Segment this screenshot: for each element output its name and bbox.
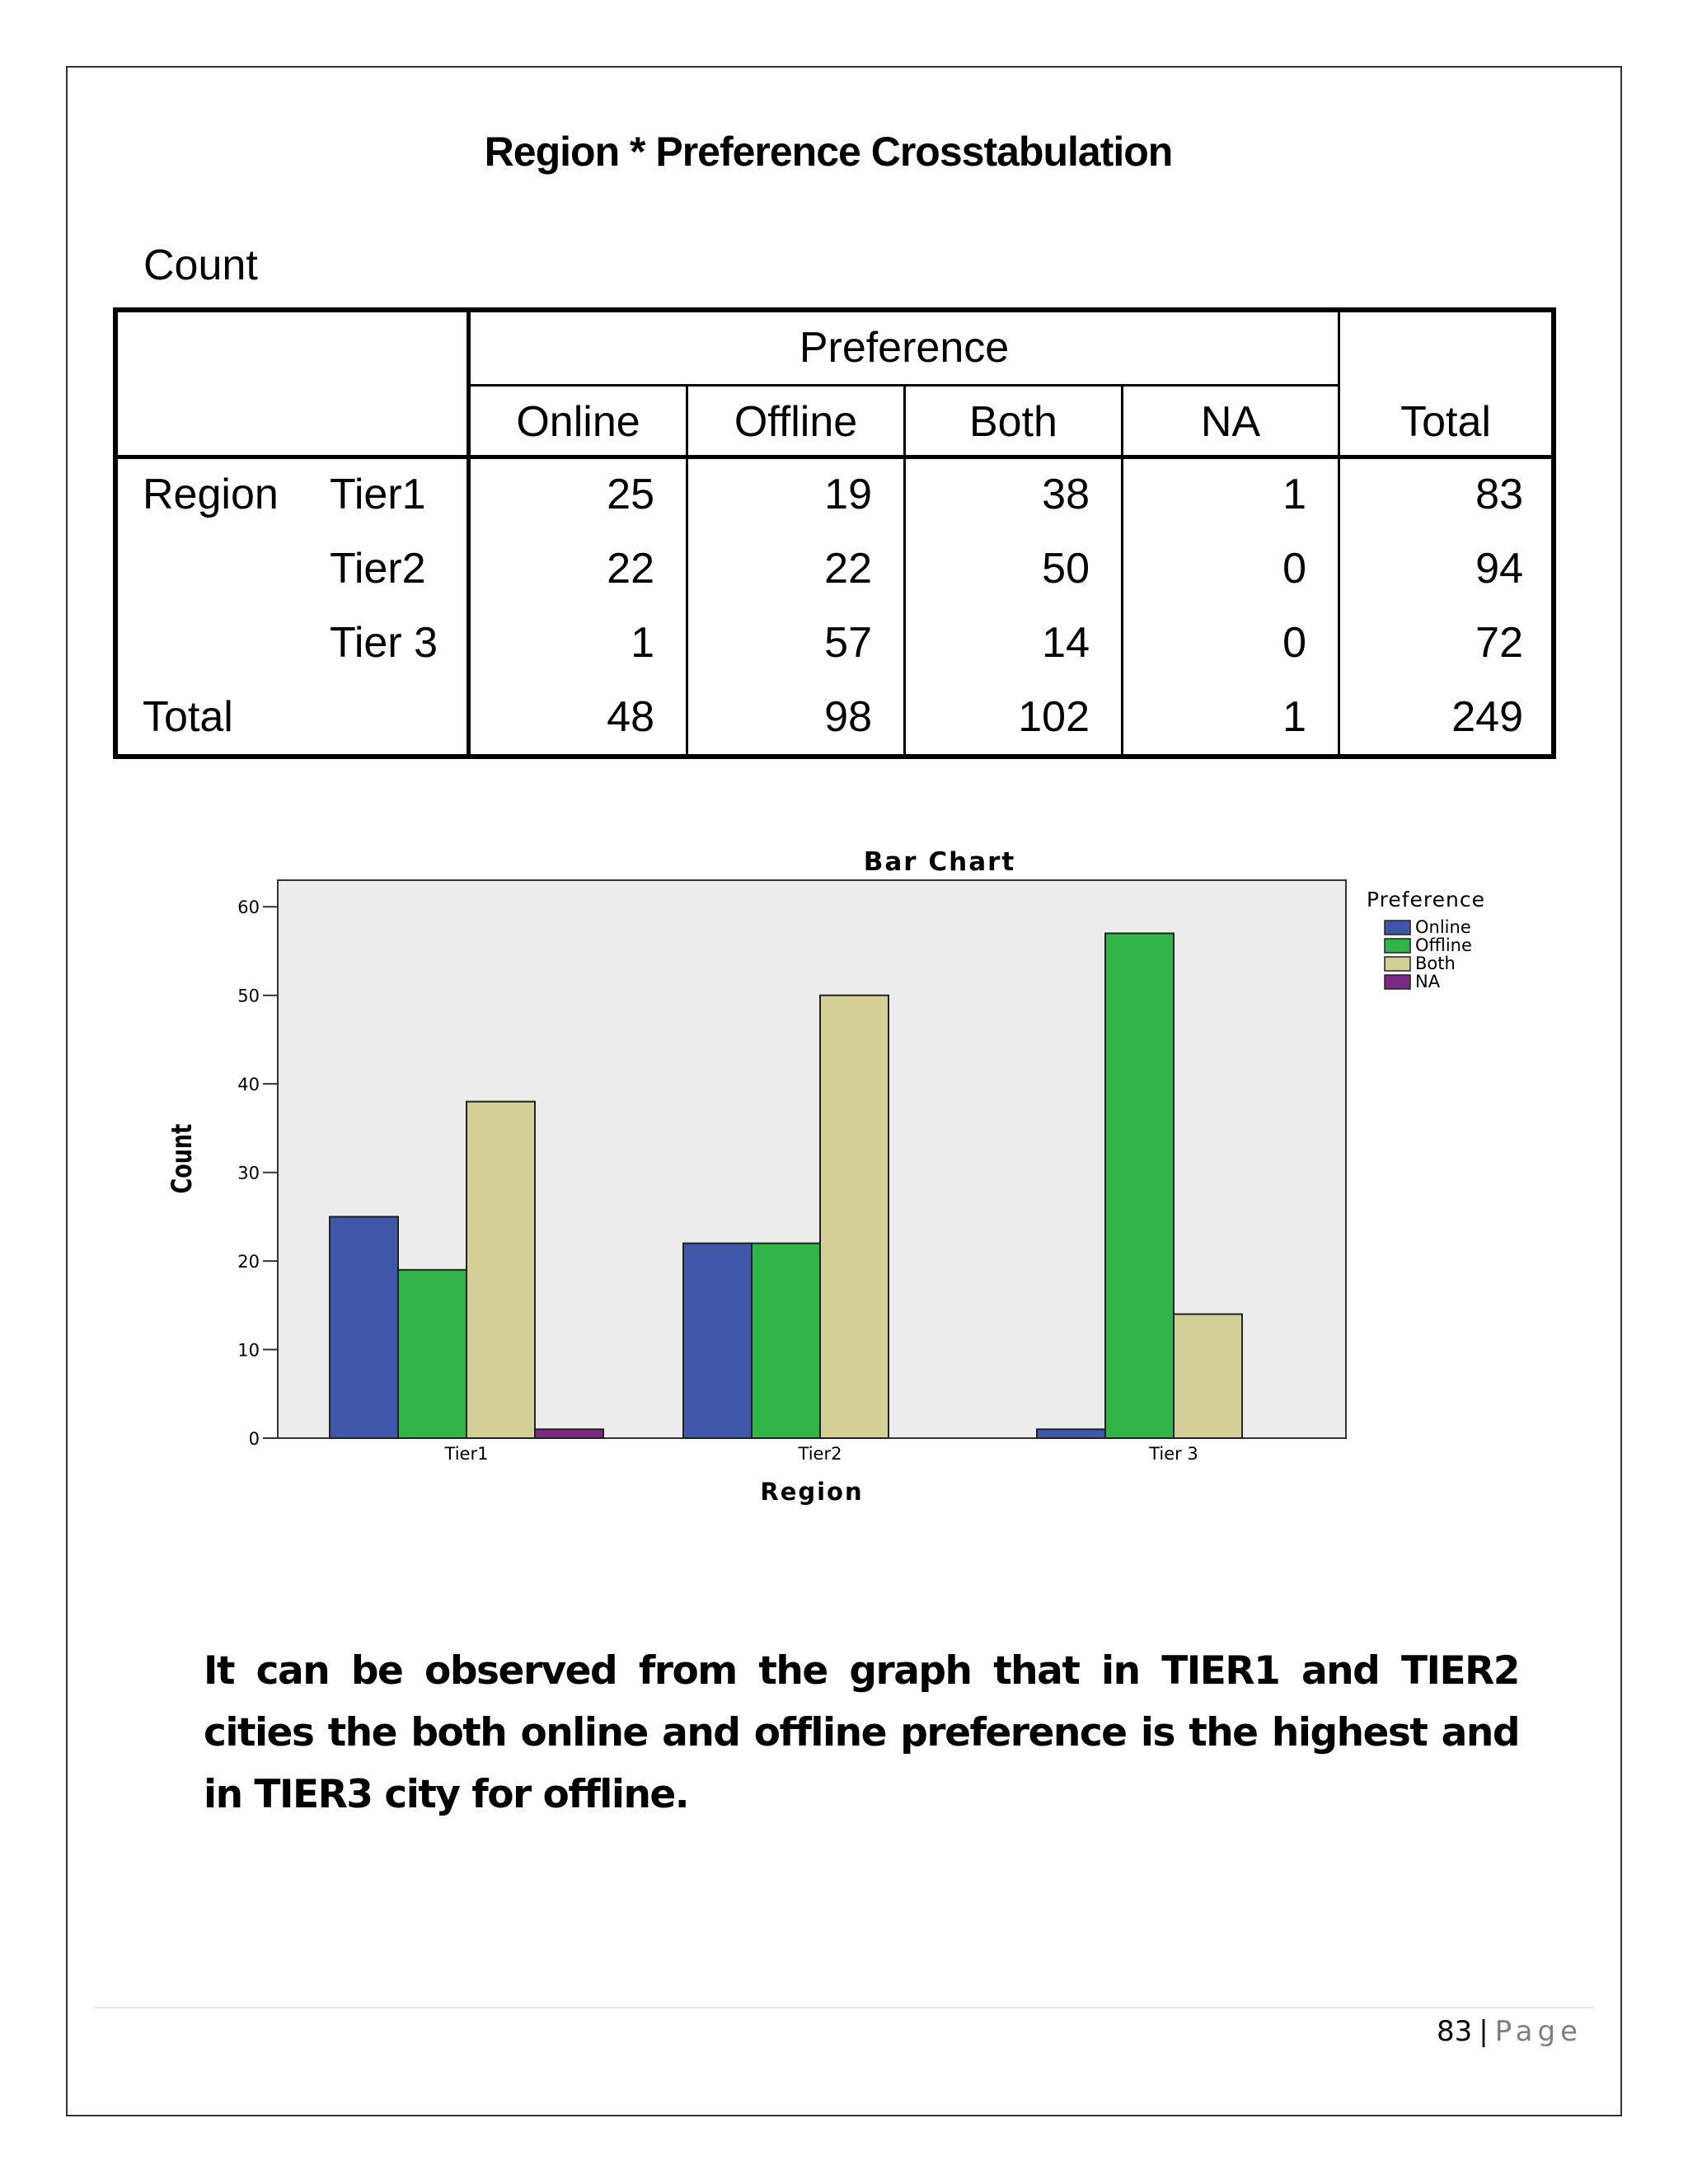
- legend-title: Preference: [1367, 888, 1486, 912]
- page-number: 83: [1436, 2015, 1473, 2048]
- column-header: Offline: [734, 398, 858, 446]
- table-cell: 94: [1475, 545, 1523, 593]
- column-header: NA: [1200, 398, 1261, 446]
- bar-both-0: [467, 1102, 535, 1438]
- crosstab-table: [113, 307, 1556, 759]
- table-cell: 249: [1451, 693, 1523, 741]
- y-tick-label: 60: [237, 898, 260, 918]
- bar-both-1: [820, 996, 889, 1438]
- y-tick-label: 50: [237, 986, 260, 1006]
- table-cell: 14: [1042, 619, 1090, 667]
- legend-swatch-online: [1385, 921, 1410, 935]
- bar-online-1: [683, 1244, 752, 1438]
- column-header: Online: [516, 398, 640, 446]
- legend-swatch-both: [1385, 957, 1410, 971]
- bar-online-0: [330, 1216, 398, 1438]
- row-label: Tier2: [330, 545, 426, 593]
- legend-swatch-offline: [1385, 939, 1410, 953]
- y-tick-label: 20: [237, 1252, 260, 1272]
- preference-header: Preference: [799, 324, 1010, 372]
- table-cell: 83: [1475, 471, 1523, 518]
- table-cell: 102: [1018, 693, 1090, 741]
- x-axis-label: Region: [760, 1478, 864, 1506]
- legend-label: Online: [1415, 917, 1471, 937]
- table-cell: 1: [631, 619, 654, 667]
- table-cell: 72: [1475, 619, 1523, 667]
- total-row-label: Total: [143, 693, 233, 741]
- footer-rule: [95, 2007, 1595, 2008]
- table-cell: 57: [824, 619, 872, 667]
- legend-swatch-na: [1385, 975, 1410, 989]
- y-tick-label: 0: [248, 1429, 260, 1449]
- bar-offline-2: [1105, 933, 1174, 1438]
- table-cell: 22: [824, 545, 872, 593]
- table-cell: 25: [607, 471, 654, 518]
- table-cell: 1: [1282, 693, 1306, 741]
- bar-na-0: [535, 1429, 603, 1438]
- y-tick-label: 40: [237, 1075, 260, 1095]
- row-label: Tier 3: [330, 619, 438, 667]
- bar-online-2: [1037, 1429, 1105, 1438]
- bar-both-2: [1174, 1315, 1242, 1438]
- table-cell: 1: [1282, 471, 1306, 518]
- bar-chart: [148, 832, 1550, 1525]
- legend-label: Offline: [1415, 935, 1472, 955]
- table-cell: 38: [1042, 471, 1090, 518]
- row-label: Tier1: [330, 471, 426, 518]
- x-tick-label: Tier 3: [1149, 1444, 1198, 1464]
- y-tick-label: 10: [237, 1340, 260, 1361]
- table-cell: 48: [607, 693, 654, 741]
- table-cell: 50: [1042, 545, 1090, 593]
- table-cell: 0: [1282, 545, 1306, 593]
- legend-label: Both: [1415, 954, 1456, 973]
- table-cell: 22: [607, 545, 654, 593]
- x-tick-label: Tier2: [798, 1444, 842, 1464]
- x-tick-label: Tier1: [444, 1444, 489, 1464]
- page-footer: [1437, 2015, 1582, 2048]
- conclusion-text: It can be observed from the graph that in TIER1 and TIER2 cities the both online and offline preference is the highest and in TIER3 city for offline.: [204, 1648, 1519, 1817]
- column-header: Both: [969, 398, 1057, 446]
- footer-separator: |: [1479, 2015, 1489, 2048]
- table-title: Region * Preference Crosstabulation: [484, 129, 1173, 175]
- bar-offline-0: [398, 1270, 467, 1438]
- table-cell: 98: [824, 693, 872, 741]
- legend-label: NA: [1415, 972, 1441, 991]
- column-header: Total: [1400, 398, 1491, 446]
- count-label: Count: [143, 241, 258, 289]
- table-cell: 0: [1282, 619, 1306, 667]
- page-word: Page: [1494, 2015, 1582, 2048]
- chart-title: Bar Chart: [863, 847, 1016, 877]
- table-cell: 19: [824, 471, 872, 518]
- y-axis-label: Count: [166, 1123, 199, 1194]
- y-tick-label: 30: [237, 1163, 260, 1183]
- row-group-label: Region: [143, 471, 279, 518]
- bar-offline-1: [752, 1244, 820, 1438]
